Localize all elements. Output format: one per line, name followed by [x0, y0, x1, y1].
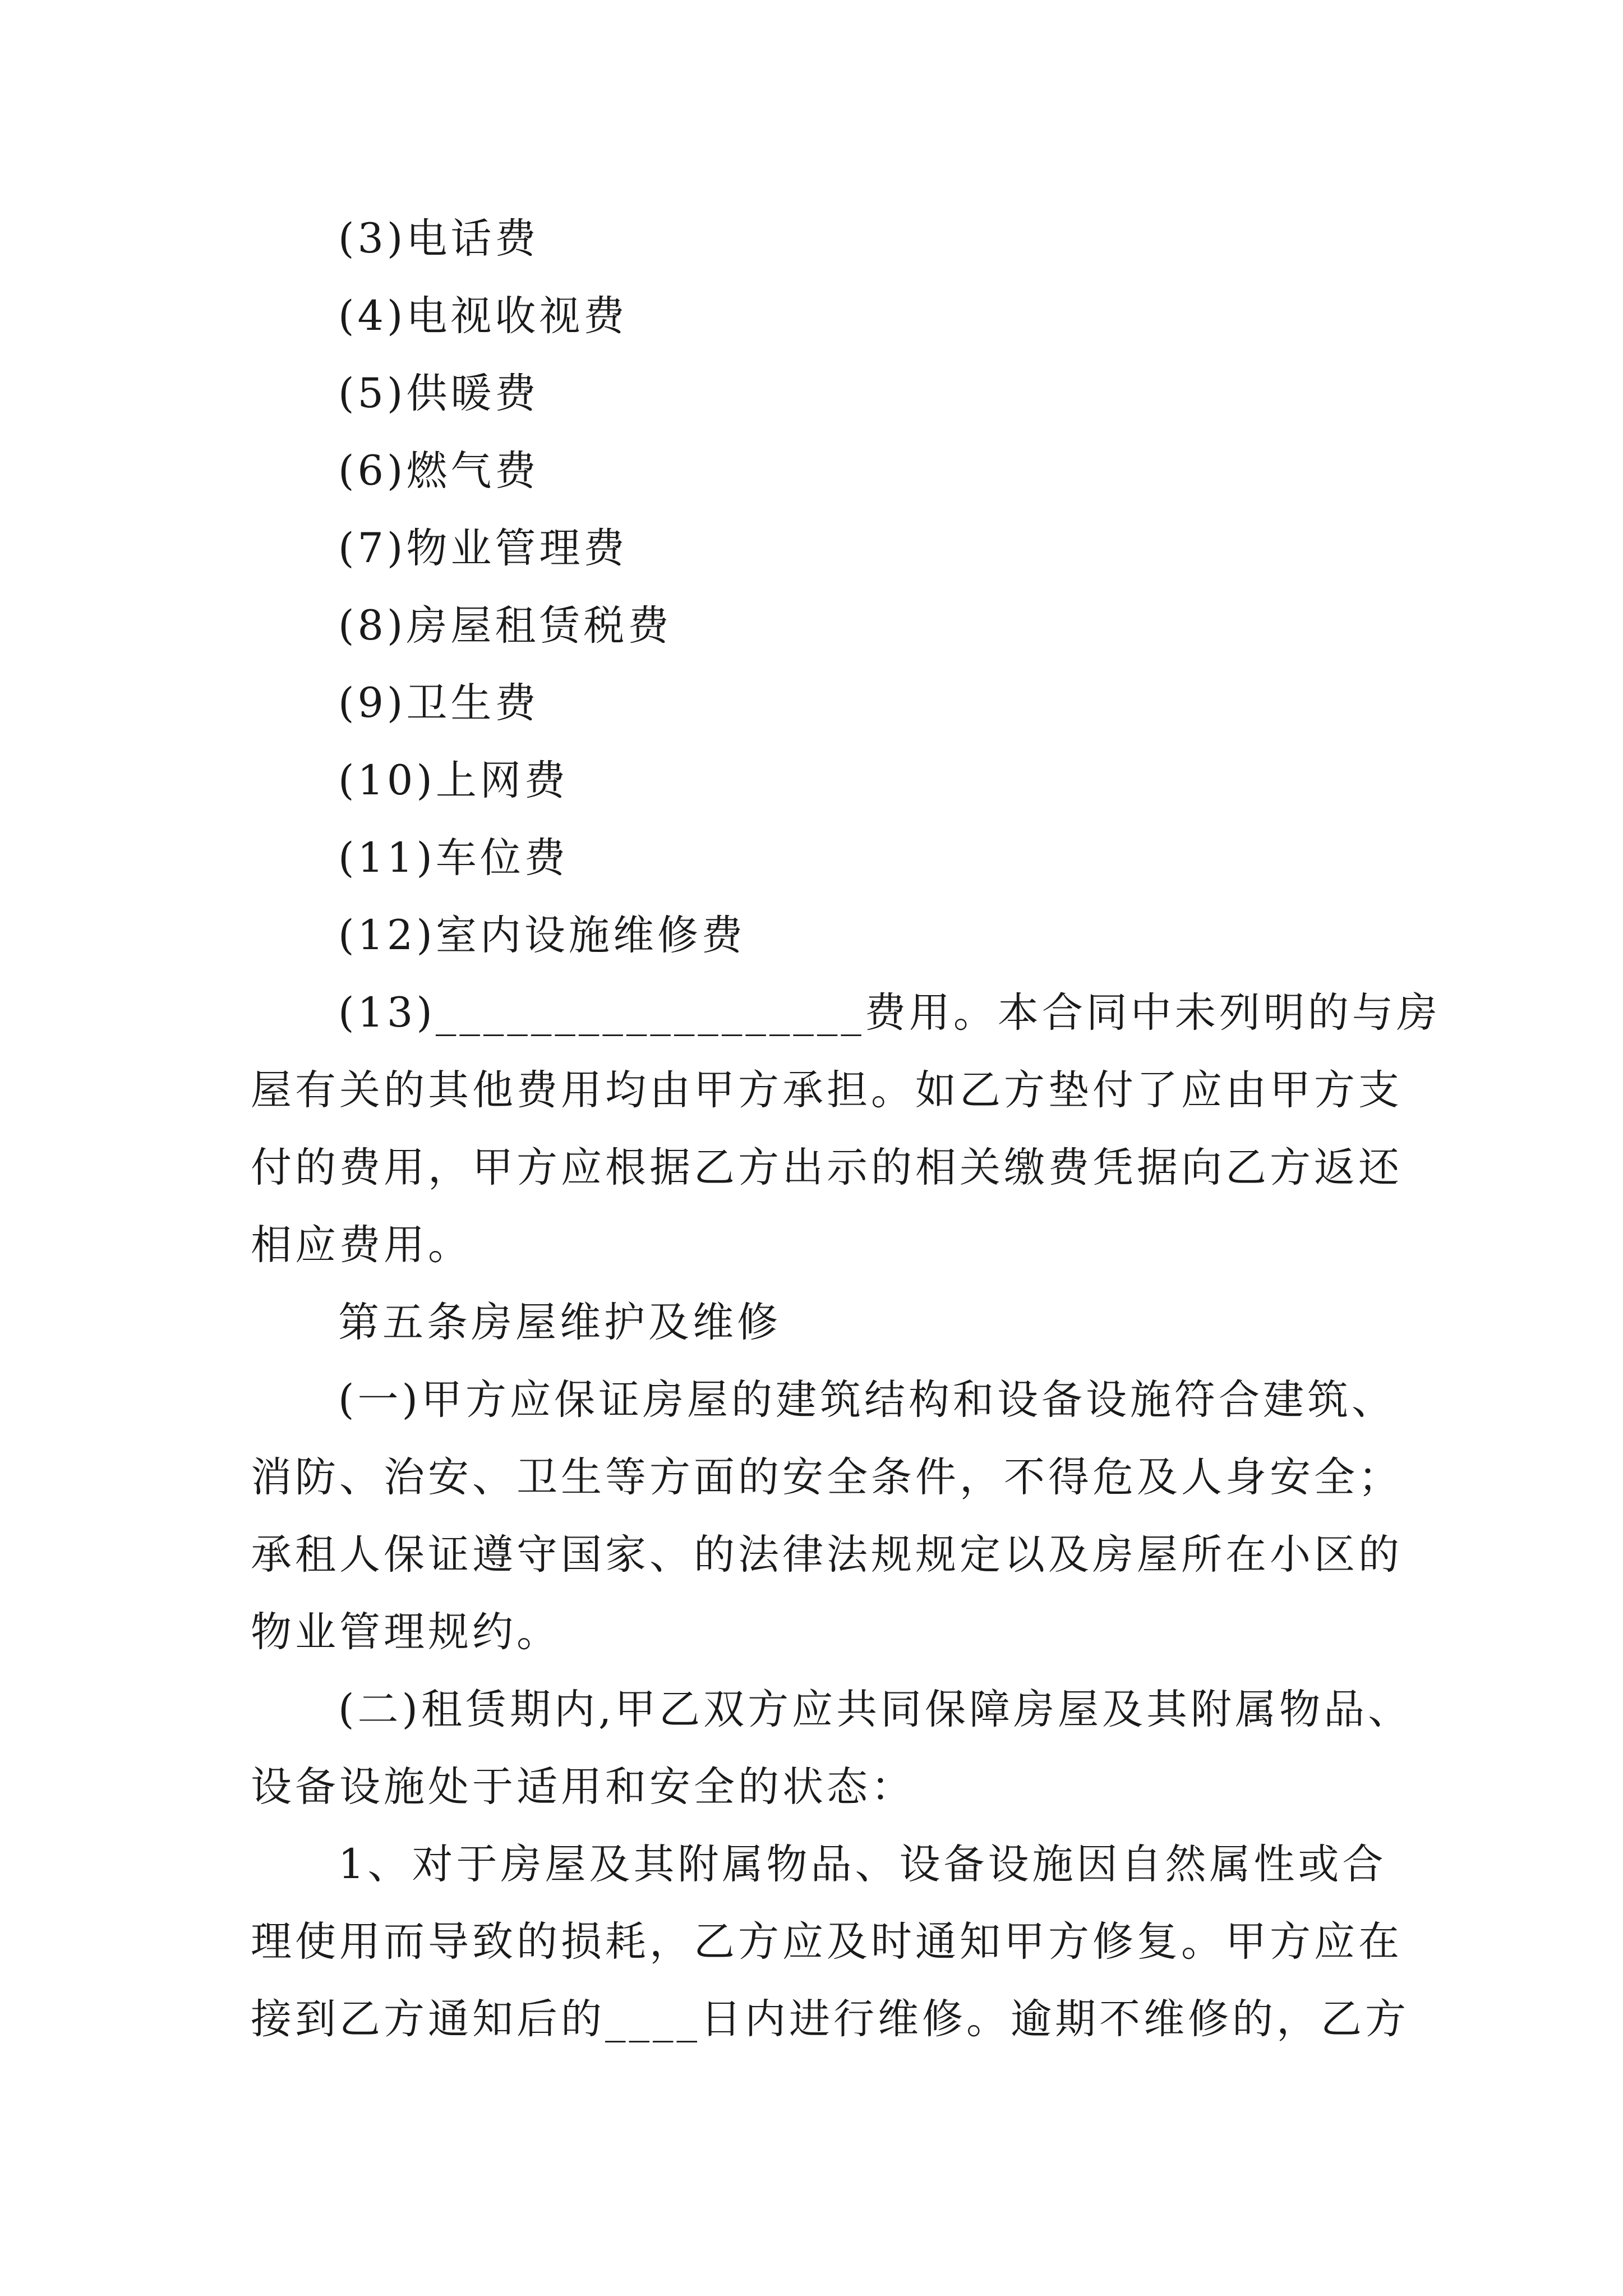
clause-1-line: 承租人保证遵守国家、的法律法规规定以及房屋所在小区的: [251, 1531, 1403, 1579]
clause-1-line: (一)甲方应保证房屋的建筑结构和设备设施符合建筑、: [338, 1376, 1396, 1424]
fee-item-9: (9)卫生费: [338, 679, 540, 727]
fee-item-3: (3)电话费: [338, 215, 540, 263]
paragraph-line: 相应费用。: [251, 1221, 472, 1269]
fee-item-10: (10)上网费: [338, 757, 569, 804]
sub-clause-1-line: 接到乙方通知后的____日内进行维修。逾期不维修的，乙方: [251, 1995, 1409, 2043]
fee-item-12: (12)室内设施维修费: [338, 912, 746, 959]
section-heading: 第五条房屋维护及维修: [338, 1299, 781, 1346]
fee-item-7: (7)物业管理费: [338, 524, 628, 572]
paragraph-line: 屋有关的其他费用均由甲方承担。如乙方垫付了应由甲方支: [251, 1066, 1403, 1114]
paragraph-line: 付的费用，甲方应根据乙方出示的相关缴费凭据向乙方返还: [251, 1144, 1403, 1191]
clause-2-line: (二)租赁期内,甲乙双方应共同保障房屋及其附属物品、: [338, 1686, 1413, 1733]
fee-item-4: (4)电视收视费: [338, 292, 628, 340]
sub-clause-1-line: 1、对于房屋及其附属物品、设备设施因自然属性或合: [338, 1841, 1387, 1888]
fee-item-13: (13)__________________费用。本合同中未列明的与房: [338, 989, 1441, 1037]
fee-item-11: (11)车位费: [338, 834, 569, 882]
fee-item-6: (6)燃气费: [338, 447, 540, 495]
sub-clause-1-line: 理使用而导致的损耗，乙方应及时通知甲方修复。甲方应在: [251, 1918, 1403, 1966]
fee-item-5: (5)供暖费: [338, 370, 540, 417]
fee-item-8: (8)房屋租赁税费: [338, 602, 672, 650]
clause-2-line: 设备设施处于适用和安全的状态：: [251, 1763, 915, 1811]
clause-1-line: 物业管理规约。: [251, 1608, 561, 1656]
clause-1-line: 消防、治安、卫生等方面的安全条件，不得危及人身安全；: [251, 1453, 1403, 1501]
